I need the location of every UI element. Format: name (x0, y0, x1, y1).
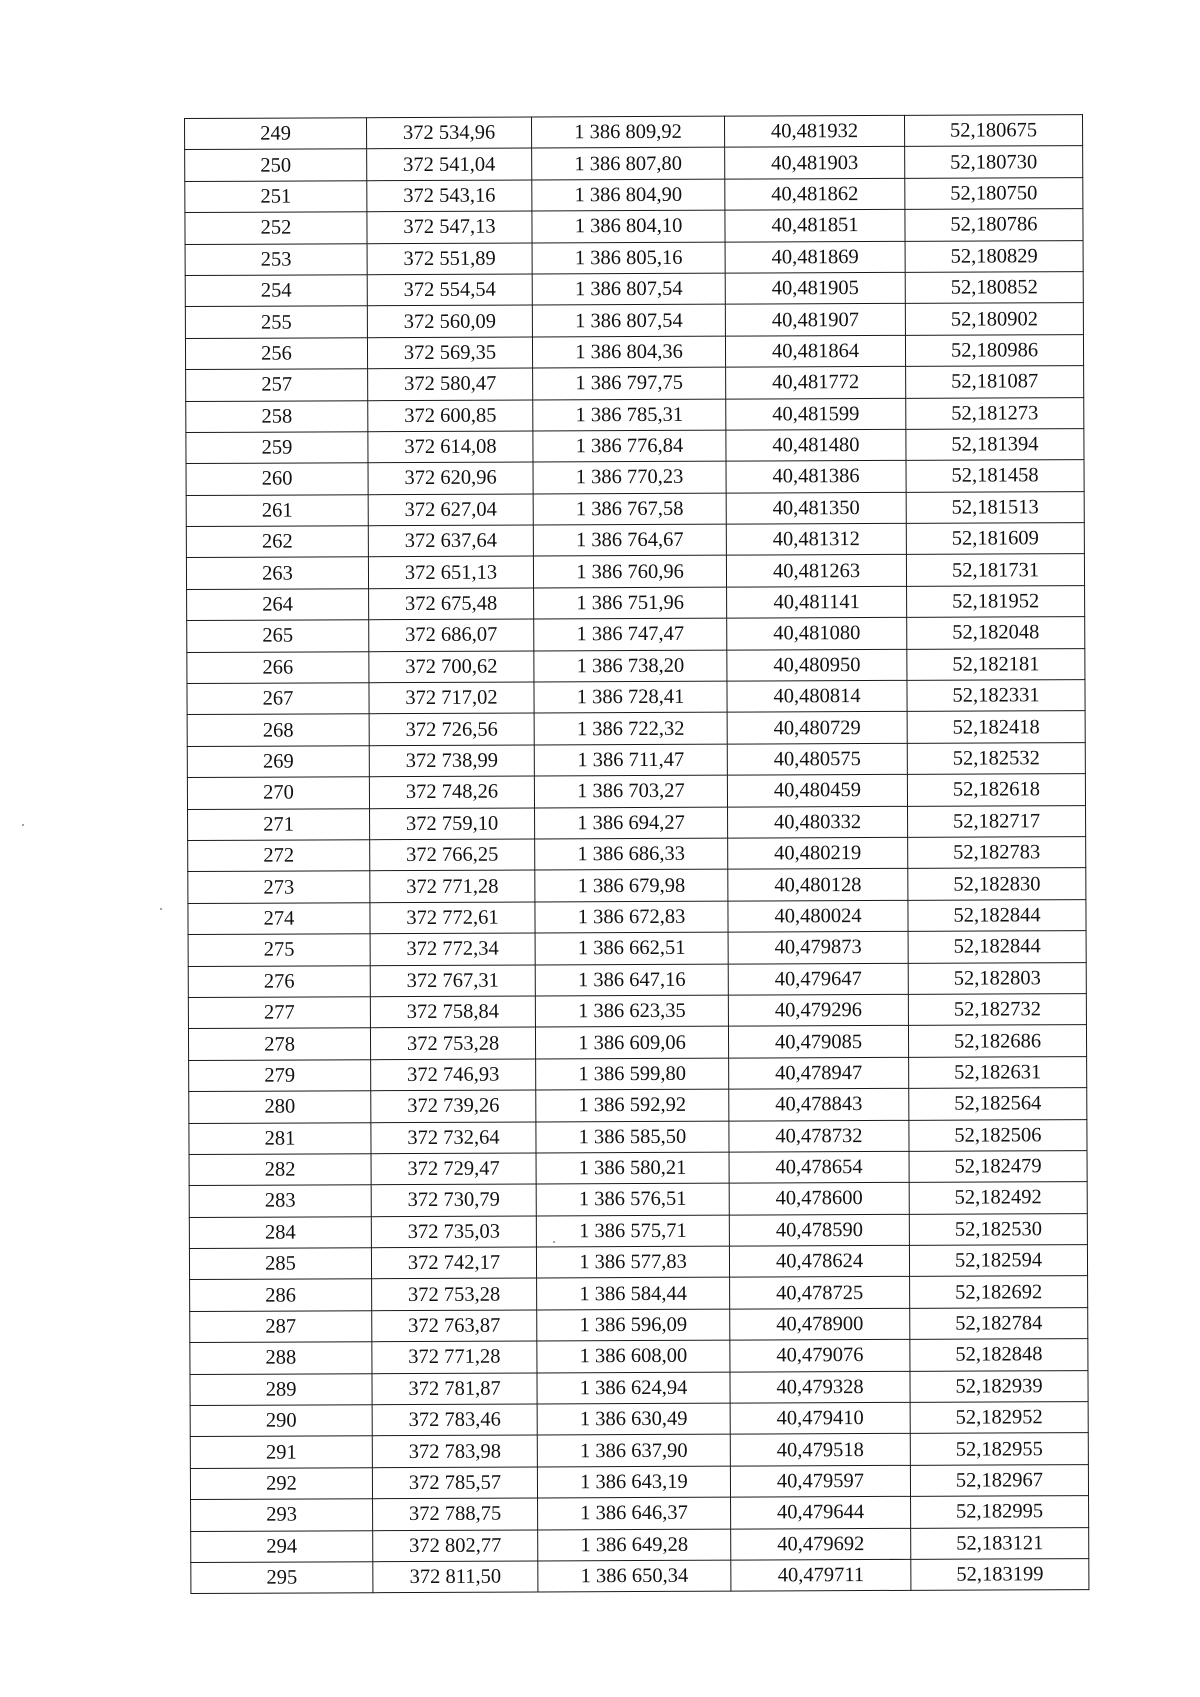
latitude-cell: 40,478600 (729, 1183, 909, 1215)
point-number-cell: 288 (190, 1342, 372, 1374)
longitude-cell: 52,182955 (910, 1433, 1088, 1465)
latitude-cell: 40,481864 (725, 335, 905, 367)
latitude-cell: 40,479644 (731, 1497, 911, 1529)
latitude-cell: 40,479410 (730, 1402, 910, 1434)
longitude-cell: 52,182717 (908, 805, 1086, 837)
point-number-cell: 258 (186, 400, 368, 432)
longitude-cell: 52,182618 (907, 774, 1085, 806)
table-row (190, 1402, 1088, 1437)
point-number-cell: 265 (187, 620, 369, 652)
longitude-cell: 52,182564 (909, 1088, 1087, 1120)
y-coordinate-cell: 1 386 751,96 (534, 587, 727, 619)
y-coordinate-cell: 1 386 576,51 (536, 1183, 729, 1215)
y-coordinate-cell: 1 386 662,51 (535, 932, 728, 964)
y-coordinate-cell: 1 386 686,33 (535, 838, 728, 870)
longitude-cell: 52,181273 (906, 397, 1084, 429)
y-coordinate-cell: 1 386 694,27 (535, 807, 728, 839)
x-coordinate-cell: 372 730,79 (371, 1184, 536, 1216)
x-coordinate-cell: 372 547,13 (367, 211, 532, 243)
table-row (190, 1307, 1088, 1342)
table-row (186, 554, 1084, 589)
x-coordinate-cell: 372 785,57 (372, 1467, 537, 1499)
point-number-cell: 285 (189, 1248, 371, 1280)
table-row (187, 742, 1085, 777)
latitude-cell: 40,481869 (725, 241, 905, 273)
latitude-cell: 40,480128 (728, 869, 908, 901)
x-coordinate-cell: 372 763,87 (372, 1310, 537, 1342)
table-row (187, 585, 1085, 620)
table-row (188, 994, 1086, 1029)
y-coordinate-cell: 1 386 584,44 (537, 1278, 730, 1310)
coordinates-table-wrapper (184, 114, 1088, 1594)
longitude-cell: 52,182732 (908, 994, 1086, 1026)
point-number-cell: 276 (188, 965, 370, 997)
table-row (190, 1276, 1088, 1311)
x-coordinate-cell: 372 560,09 (367, 305, 532, 337)
latitude-cell: 40,478590 (729, 1214, 909, 1246)
longitude-cell: 52,182692 (910, 1276, 1088, 1308)
longitude-cell: 52,180786 (905, 209, 1083, 241)
table-row (189, 1182, 1087, 1217)
point-number-cell: 275 (188, 934, 370, 966)
table-row (191, 1527, 1089, 1562)
y-coordinate-cell: 1 386 592,92 (536, 1089, 729, 1121)
table-row (190, 1433, 1088, 1468)
latitude-cell: 40,478900 (730, 1308, 910, 1340)
y-coordinate-cell: 1 386 760,96 (533, 556, 726, 588)
table-row (186, 397, 1084, 432)
point-number-cell: 273 (188, 871, 370, 903)
y-coordinate-cell: 1 386 722,32 (534, 713, 727, 745)
x-coordinate-cell: 372 534,96 (367, 117, 532, 149)
x-coordinate-cell: 372 651,13 (368, 556, 533, 588)
latitude-cell: 40,480024 (728, 900, 908, 932)
latitude-cell: 40,481312 (726, 523, 906, 555)
longitude-cell: 52,182784 (910, 1307, 1088, 1339)
table-row (186, 428, 1084, 463)
y-coordinate-cell: 1 386 804,36 (532, 336, 725, 368)
y-coordinate-cell: 1 386 711,47 (534, 744, 727, 776)
y-coordinate-cell: 1 386 623,35 (535, 995, 728, 1027)
longitude-cell: 52,181458 (906, 460, 1084, 492)
point-number-cell: 272 (188, 840, 370, 872)
longitude-cell: 52,182532 (907, 742, 1085, 774)
longitude-cell: 52,182331 (907, 680, 1085, 712)
point-number-cell: 287 (190, 1311, 372, 1343)
latitude-cell: 40,480332 (728, 806, 908, 838)
x-coordinate-cell: 372 771,28 (372, 1341, 537, 1373)
y-coordinate-cell: 1 386 703,27 (534, 775, 727, 807)
table-row (190, 1370, 1088, 1405)
table-row (185, 303, 1083, 338)
longitude-cell: 52,181087 (906, 366, 1084, 398)
latitude-cell: 40,480459 (727, 775, 907, 807)
x-coordinate-cell: 372 783,98 (372, 1435, 537, 1467)
latitude-cell: 40,479328 (730, 1371, 910, 1403)
table-row (190, 1464, 1088, 1499)
scan-speck (553, 1241, 555, 1243)
table-row (186, 491, 1084, 526)
x-coordinate-cell: 372 569,35 (367, 337, 532, 369)
y-coordinate-cell: 1 386 650,34 (538, 1560, 731, 1592)
point-number-cell: 290 (190, 1405, 372, 1437)
y-coordinate-cell: 1 386 643,19 (537, 1466, 730, 1498)
latitude-cell: 40,481141 (727, 586, 907, 618)
longitude-cell: 52,180829 (905, 240, 1083, 272)
latitude-cell: 40,481386 (726, 461, 906, 493)
longitude-cell: 52,183199 (911, 1559, 1089, 1591)
x-coordinate-cell: 372 726,56 (369, 713, 534, 745)
longitude-cell: 52,182686 (908, 1025, 1086, 1057)
latitude-cell: 40,481862 (725, 178, 905, 210)
longitude-cell: 52,180675 (904, 115, 1082, 147)
x-coordinate-cell: 372 543,16 (367, 180, 532, 212)
y-coordinate-cell: 1 386 797,75 (533, 367, 726, 399)
point-number-cell: 281 (189, 1122, 371, 1154)
point-number-cell: 283 (189, 1185, 371, 1217)
point-number-cell: 256 (185, 337, 367, 369)
latitude-cell: 40,479711 (731, 1559, 911, 1591)
longitude-cell: 52,183121 (911, 1527, 1089, 1559)
y-coordinate-cell: 1 386 785,31 (533, 399, 726, 431)
point-number-cell: 266 (187, 651, 369, 683)
latitude-cell: 40,480950 (727, 649, 907, 681)
x-coordinate-cell: 372 700,62 (369, 651, 534, 683)
table-row (189, 1119, 1087, 1154)
latitude-cell: 40,478843 (729, 1088, 909, 1120)
y-coordinate-cell: 1 386 764,67 (533, 524, 726, 556)
latitude-cell: 40,481905 (725, 272, 905, 304)
latitude-cell: 40,479085 (728, 1026, 908, 1058)
point-number-cell: 289 (190, 1373, 372, 1405)
table-row (188, 962, 1086, 997)
longitude-cell: 52,182967 (910, 1464, 1088, 1496)
x-coordinate-cell: 372 551,89 (367, 243, 532, 275)
x-coordinate-cell: 372 637,64 (368, 525, 533, 557)
point-number-cell: 262 (186, 526, 368, 558)
table-row (188, 837, 1086, 872)
y-coordinate-cell: 1 386 624,94 (537, 1372, 730, 1404)
longitude-cell: 52,182181 (907, 648, 1085, 680)
point-number-cell: 269 (187, 746, 369, 778)
longitude-cell: 52,182844 (908, 931, 1086, 963)
point-number-cell: 271 (188, 808, 370, 840)
latitude-cell: 40,478654 (729, 1151, 909, 1183)
longitude-cell: 52,182594 (909, 1245, 1087, 1277)
latitude-cell: 40,479296 (728, 994, 908, 1026)
y-coordinate-cell: 1 386 637,90 (537, 1435, 730, 1467)
longitude-cell: 52,182844 (908, 899, 1086, 931)
latitude-cell: 40,479597 (730, 1465, 910, 1497)
point-number-cell: 249 (185, 118, 367, 150)
x-coordinate-cell: 372 783,46 (372, 1404, 537, 1436)
longitude-cell: 52,180852 (905, 272, 1083, 304)
latitude-cell: 40,480219 (728, 837, 908, 869)
point-number-cell: 278 (188, 1028, 370, 1060)
x-coordinate-cell: 372 772,34 (370, 933, 535, 965)
coordinates-table (184, 114, 1089, 1594)
point-number-cell: 280 (189, 1091, 371, 1123)
table-row (188, 931, 1086, 966)
x-coordinate-cell: 372 758,84 (370, 996, 535, 1028)
table-row (185, 209, 1083, 244)
latitude-cell: 40,479692 (731, 1528, 911, 1560)
longitude-cell: 52,182995 (911, 1496, 1089, 1528)
x-coordinate-cell: 372 753,28 (372, 1278, 537, 1310)
x-coordinate-cell: 372 748,26 (369, 776, 534, 808)
table-row (188, 805, 1086, 840)
latitude-cell: 40,479076 (730, 1340, 910, 1372)
point-number-cell: 268 (187, 714, 369, 746)
point-number-cell: 254 (185, 275, 367, 307)
x-coordinate-cell: 372 781,87 (372, 1373, 537, 1405)
x-coordinate-cell: 372 686,07 (369, 619, 534, 651)
x-coordinate-cell: 372 742,17 (371, 1247, 536, 1279)
y-coordinate-cell: 1 386 728,41 (534, 681, 727, 713)
point-number-cell: 270 (187, 777, 369, 809)
y-coordinate-cell: 1 386 596,09 (537, 1309, 730, 1341)
x-coordinate-cell: 372 767,31 (370, 965, 535, 997)
latitude-cell: 40,480814 (727, 680, 907, 712)
longitude-cell: 52,180902 (905, 303, 1083, 335)
y-coordinate-cell: 1 386 809,92 (531, 116, 724, 148)
point-number-cell: 279 (189, 1059, 371, 1091)
longitude-cell: 52,181731 (906, 554, 1084, 586)
table-row (191, 1496, 1089, 1531)
x-coordinate-cell: 372 614,08 (368, 431, 533, 463)
longitude-cell: 52,181952 (907, 585, 1085, 617)
point-number-cell: 277 (188, 997, 370, 1029)
table-row (186, 523, 1084, 558)
point-number-cell: 263 (186, 557, 368, 589)
table-row (186, 460, 1084, 495)
longitude-cell: 52,182952 (910, 1402, 1088, 1434)
latitude-cell: 40,478725 (730, 1277, 910, 1309)
y-coordinate-cell: 1 386 608,00 (537, 1340, 730, 1372)
x-coordinate-cell: 372 739,26 (371, 1090, 536, 1122)
table-row (185, 334, 1083, 369)
point-number-cell: 259 (186, 432, 368, 464)
y-coordinate-cell: 1 386 649,28 (538, 1529, 731, 1561)
table-row (189, 1088, 1087, 1123)
table-row (185, 146, 1083, 181)
table-row (189, 1150, 1087, 1185)
table-row (185, 115, 1083, 150)
point-number-cell: 253 (185, 243, 367, 275)
point-number-cell: 286 (190, 1279, 372, 1311)
longitude-cell: 52,182492 (909, 1182, 1087, 1214)
longitude-cell: 52,182939 (910, 1370, 1088, 1402)
table-row (185, 177, 1083, 212)
longitude-cell: 52,181394 (906, 428, 1084, 460)
point-number-cell: 267 (187, 683, 369, 715)
longitude-cell: 52,180730 (905, 146, 1083, 178)
longitude-cell: 52,182530 (909, 1213, 1087, 1245)
x-coordinate-cell: 372 811,50 (373, 1561, 538, 1593)
longitude-cell: 52,182848 (910, 1339, 1088, 1371)
point-number-cell: 252 (185, 212, 367, 244)
longitude-cell: 52,182830 (908, 868, 1086, 900)
point-number-cell: 284 (189, 1216, 371, 1248)
table-body (185, 115, 1089, 1594)
x-coordinate-cell: 372 580,47 (368, 368, 533, 400)
y-coordinate-cell: 1 386 770,23 (533, 461, 726, 493)
y-coordinate-cell: 1 386 807,80 (532, 148, 725, 180)
x-coordinate-cell: 372 600,85 (368, 399, 533, 431)
latitude-cell: 40,478947 (729, 1057, 909, 1089)
latitude-cell: 40,481932 (724, 115, 904, 147)
y-coordinate-cell: 1 386 804,90 (532, 179, 725, 211)
y-coordinate-cell: 1 386 738,20 (534, 650, 727, 682)
table-row (185, 272, 1083, 307)
y-coordinate-cell: 1 386 575,71 (536, 1215, 729, 1247)
x-coordinate-cell: 372 732,64 (371, 1121, 536, 1153)
y-coordinate-cell: 1 386 585,50 (536, 1121, 729, 1153)
longitude-cell: 52,180986 (905, 334, 1083, 366)
x-coordinate-cell: 372 735,03 (371, 1216, 536, 1248)
latitude-cell: 40,481350 (726, 492, 906, 524)
point-number-cell: 292 (190, 1467, 372, 1499)
y-coordinate-cell: 1 386 630,49 (537, 1403, 730, 1435)
table-row (189, 1245, 1087, 1280)
point-number-cell: 274 (188, 902, 370, 934)
y-coordinate-cell: 1 386 807,54 (532, 304, 725, 336)
x-coordinate-cell: 372 788,75 (373, 1498, 538, 1530)
y-coordinate-cell: 1 386 747,47 (534, 618, 727, 650)
y-coordinate-cell: 1 386 776,84 (533, 430, 726, 462)
longitude-cell: 52,182803 (908, 962, 1086, 994)
x-coordinate-cell: 372 620,96 (368, 462, 533, 494)
table-row (189, 1213, 1087, 1248)
table-row (186, 366, 1084, 401)
latitude-cell: 40,479647 (728, 963, 908, 995)
y-coordinate-cell: 1 386 679,98 (535, 870, 728, 902)
longitude-cell: 52,180750 (905, 177, 1083, 209)
y-coordinate-cell: 1 386 647,16 (535, 964, 728, 996)
x-coordinate-cell: 372 627,04 (368, 494, 533, 526)
y-coordinate-cell: 1 386 577,83 (536, 1246, 729, 1278)
x-coordinate-cell: 372 675,48 (369, 588, 534, 620)
longitude-cell: 52,182631 (909, 1056, 1087, 1088)
y-coordinate-cell: 1 386 580,21 (536, 1152, 729, 1184)
x-coordinate-cell: 372 541,04 (367, 148, 532, 180)
x-coordinate-cell: 372 554,54 (367, 274, 532, 306)
table-row (188, 868, 1086, 903)
latitude-cell: 40,481263 (726, 555, 906, 587)
latitude-cell: 40,481772 (726, 366, 906, 398)
point-number-cell: 282 (189, 1154, 371, 1186)
y-coordinate-cell: 1 386 804,10 (532, 210, 725, 242)
point-number-cell: 257 (186, 369, 368, 401)
table-row (187, 680, 1085, 715)
table-row (185, 240, 1083, 275)
point-number-cell: 264 (187, 589, 369, 621)
table-row (188, 899, 1086, 934)
y-coordinate-cell: 1 386 609,06 (535, 1026, 728, 1058)
longitude-cell: 52,182418 (907, 711, 1085, 743)
point-number-cell: 291 (190, 1436, 372, 1468)
latitude-cell: 40,478732 (729, 1120, 909, 1152)
latitude-cell: 40,481599 (726, 398, 906, 430)
table-row (190, 1339, 1088, 1374)
latitude-cell: 40,479873 (728, 932, 908, 964)
longitude-cell: 52,182479 (909, 1150, 1087, 1182)
y-coordinate-cell: 1 386 807,54 (532, 273, 725, 305)
latitude-cell: 40,481907 (725, 304, 905, 336)
y-coordinate-cell: 1 386 599,80 (536, 1058, 729, 1090)
x-coordinate-cell: 372 729,47 (371, 1153, 536, 1185)
longitude-cell: 52,181513 (906, 491, 1084, 523)
x-coordinate-cell: 372 746,93 (371, 1059, 536, 1091)
latitude-cell: 40,481903 (725, 147, 905, 179)
point-number-cell: 295 (191, 1562, 373, 1594)
x-coordinate-cell: 372 717,02 (369, 682, 534, 714)
x-coordinate-cell: 372 802,77 (373, 1530, 538, 1562)
x-coordinate-cell: 372 759,10 (370, 808, 535, 840)
point-number-cell: 251 (185, 180, 367, 212)
y-coordinate-cell: 1 386 672,83 (535, 901, 728, 933)
table-row (191, 1559, 1089, 1594)
table-row (187, 774, 1085, 809)
latitude-cell: 40,481480 (726, 429, 906, 461)
table-row (187, 617, 1085, 652)
x-coordinate-cell: 372 772,61 (370, 902, 535, 934)
y-coordinate-cell: 1 386 767,58 (533, 493, 726, 525)
point-number-cell: 250 (185, 149, 367, 181)
longitude-cell: 52,182506 (909, 1119, 1087, 1151)
longitude-cell: 52,182783 (908, 837, 1086, 869)
scan-speck (22, 824, 24, 826)
point-number-cell: 255 (185, 306, 367, 338)
y-coordinate-cell: 1 386 646,37 (538, 1497, 731, 1529)
latitude-cell: 40,481080 (727, 618, 907, 650)
x-coordinate-cell: 372 771,28 (370, 870, 535, 902)
point-number-cell: 260 (186, 463, 368, 495)
table-row (187, 711, 1085, 746)
y-coordinate-cell: 1 386 805,16 (532, 242, 725, 274)
x-coordinate-cell: 372 753,28 (370, 1027, 535, 1059)
table-row (188, 1025, 1086, 1060)
table-row (187, 648, 1085, 683)
latitude-cell: 40,479518 (730, 1434, 910, 1466)
point-number-cell: 294 (191, 1530, 373, 1562)
latitude-cell: 40,478624 (729, 1245, 909, 1277)
latitude-cell: 40,480575 (727, 743, 907, 775)
latitude-cell: 40,480729 (727, 712, 907, 744)
point-number-cell: 261 (186, 494, 368, 526)
x-coordinate-cell: 372 738,99 (369, 745, 534, 777)
longitude-cell: 52,182048 (907, 617, 1085, 649)
latitude-cell: 40,481851 (725, 210, 905, 242)
longitude-cell: 52,181609 (906, 523, 1084, 555)
point-number-cell: 293 (191, 1499, 373, 1531)
x-coordinate-cell: 372 766,25 (370, 839, 535, 871)
table-row (189, 1056, 1087, 1091)
scan-speck (160, 908, 162, 910)
